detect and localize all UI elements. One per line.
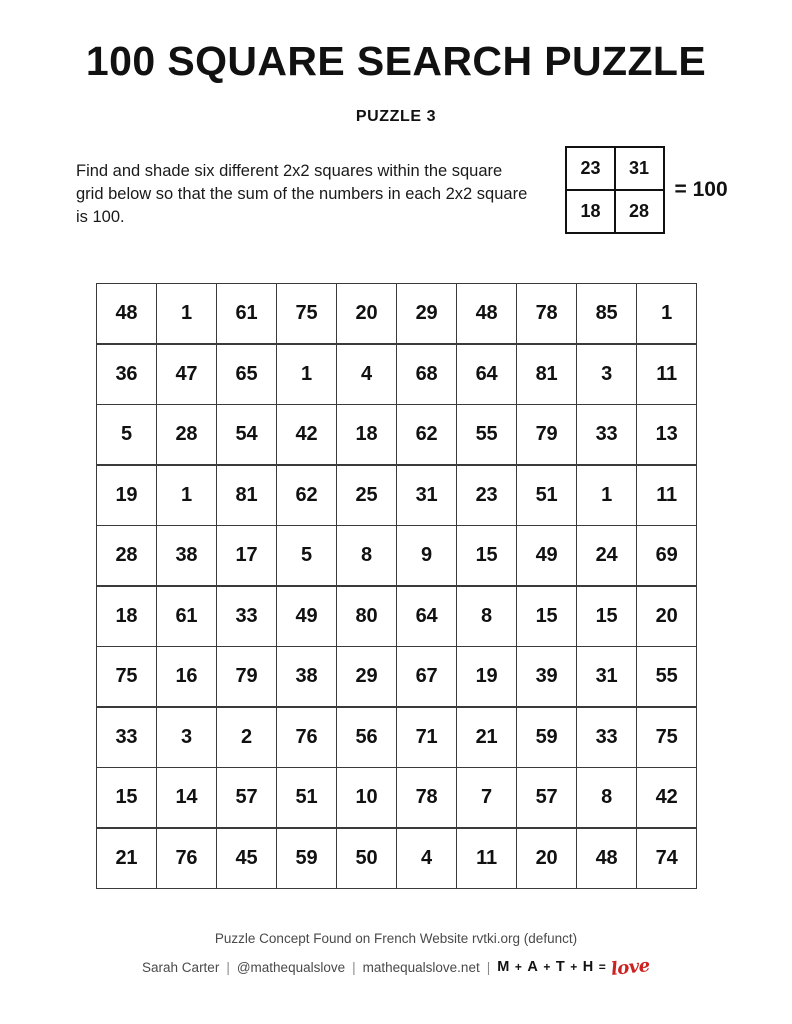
grid-cell[interactable]: 11 (637, 345, 696, 404)
footer-separator: | (486, 960, 491, 976)
grid-cell[interactable]: 75 (637, 708, 696, 767)
grid-cell[interactable]: 23 (457, 466, 516, 525)
grid-cell[interactable]: 75 (97, 647, 156, 706)
grid-cell[interactable]: 13 (637, 405, 696, 464)
logo-plus-icon: + (570, 960, 578, 975)
grid-cell[interactable]: 15 (517, 587, 576, 646)
grid-cell[interactable]: 57 (217, 768, 276, 827)
grid-cell[interactable]: 19 (97, 466, 156, 525)
logo-letter-a: A (527, 959, 539, 976)
logo-plus-icon: + (543, 960, 551, 975)
math-equals-love-logo (497, 954, 650, 983)
grid-cell[interactable]: 71 (397, 708, 456, 767)
grid-cell[interactable]: 76 (277, 708, 336, 767)
grid-cell[interactable]: 48 (97, 284, 156, 343)
grid-cell[interactable]: 29 (397, 284, 456, 343)
footer-separator: | (352, 960, 356, 976)
grid-cell[interactable]: 51 (517, 466, 576, 525)
grid-cell[interactable]: 31 (397, 466, 456, 525)
grid-cell[interactable]: 33 (97, 708, 156, 767)
grid-cell[interactable]: 1 (277, 345, 336, 404)
grid-cell[interactable]: 9 (397, 526, 456, 585)
grid-cell[interactable]: 81 (517, 345, 576, 404)
grid-cell[interactable]: 24 (577, 526, 636, 585)
footer-handle: @mathequalslove (236, 960, 346, 976)
example-cell: 23 (567, 148, 614, 189)
footer-attribution (0, 954, 792, 983)
grid-cell[interactable]: 57 (517, 768, 576, 827)
page-subtitle: PUZZLE 3 (355, 108, 437, 125)
grid-cell[interactable]: 18 (97, 587, 156, 646)
grid-cell[interactable]: 67 (397, 647, 456, 706)
grid-cell[interactable]: 69 (637, 526, 696, 585)
grid-cell[interactable]: 7 (457, 768, 516, 827)
grid-cell[interactable]: 51 (277, 768, 336, 827)
page-title: 100 SQUARE SEARCH PUZZLE (85, 38, 707, 84)
grid-cell[interactable]: 17 (217, 526, 276, 585)
logo-plus-icon: + (514, 960, 523, 975)
grid-cell[interactable]: 68 (397, 345, 456, 404)
grid-cell[interactable]: 5 (97, 405, 156, 464)
footer (0, 928, 792, 982)
puzzle-grid (96, 283, 697, 889)
grid-cell[interactable]: 11 (637, 466, 696, 525)
grid-cell[interactable]: 36 (97, 345, 156, 404)
grid-cell[interactable]: 11 (457, 829, 516, 888)
grid-cell[interactable]: 15 (457, 526, 516, 585)
grid-cell[interactable]: 49 (277, 587, 336, 646)
grid-cell[interactable]: 4 (397, 829, 456, 888)
grid-cell[interactable]: 16 (157, 647, 216, 706)
grid-cell[interactable]: 64 (457, 345, 516, 404)
grid-cell[interactable]: 10 (337, 768, 396, 827)
footer-separator: | (226, 960, 230, 976)
grid-cell[interactable]: 78 (517, 284, 576, 343)
example-grid (565, 146, 665, 234)
grid-cell[interactable]: 74 (637, 829, 696, 888)
logo-letter-m: M (497, 959, 510, 976)
example-cell: 28 (616, 191, 663, 232)
grid-cell[interactable]: 48 (457, 284, 516, 343)
grid-cell[interactable]: 79 (517, 405, 576, 464)
grid-cell[interactable]: 45 (217, 829, 276, 888)
grid-cell[interactable]: 15 (577, 587, 636, 646)
grid-cell[interactable]: 5 (277, 526, 336, 585)
logo-letter-t: T (555, 959, 566, 976)
puzzle-grid-container (96, 283, 697, 889)
grid-cell[interactable]: 79 (217, 647, 276, 706)
grid-cell[interactable]: 80 (337, 587, 396, 646)
grid-cell[interactable]: 25 (337, 466, 396, 525)
grid-cell[interactable]: 8 (457, 587, 516, 646)
grid-cell[interactable]: 54 (217, 405, 276, 464)
grid-cell[interactable]: 8 (577, 768, 636, 827)
grid-cell[interactable]: 28 (97, 526, 156, 585)
grid-cell[interactable]: 62 (397, 405, 456, 464)
grid-cell[interactable]: 42 (637, 768, 696, 827)
grid-cell[interactable]: 38 (157, 526, 216, 585)
grid-cell[interactable]: 59 (517, 708, 576, 767)
grid-cell[interactable]: 28 (157, 405, 216, 464)
grid-cell[interactable]: 61 (217, 284, 276, 343)
grid-cell[interactable]: 3 (157, 708, 216, 767)
logo-love-script: love (610, 954, 651, 980)
grid-cell[interactable]: 20 (637, 587, 696, 646)
grid-cell[interactable]: 20 (337, 284, 396, 343)
grid-cell[interactable]: 31 (577, 647, 636, 706)
grid-cell[interactable]: 4 (337, 345, 396, 404)
grid-cell[interactable]: 18 (337, 405, 396, 464)
grid-cell[interactable]: 1 (157, 466, 216, 525)
grid-cell[interactable]: 85 (577, 284, 636, 343)
grid-cell[interactable]: 1 (637, 284, 696, 343)
grid-cell[interactable]: 3 (577, 345, 636, 404)
grid-cell[interactable]: 33 (577, 708, 636, 767)
grid-cell[interactable]: 78 (397, 768, 456, 827)
grid-cell[interactable]: 15 (97, 768, 156, 827)
grid-cell[interactable]: 21 (457, 708, 516, 767)
instructions-text: Find and shade six different 2x2 squares within the square grid below so that the sum of the numbers in each 2x2 square is 100. (76, 162, 528, 226)
grid-cell[interactable]: 62 (277, 466, 336, 525)
grid-cell[interactable]: 59 (277, 829, 336, 888)
logo-equals-icon: = (598, 960, 607, 975)
grid-cell[interactable]: 39 (517, 647, 576, 706)
grid-cell[interactable]: 2 (217, 708, 276, 767)
grid-cell[interactable]: 8 (337, 526, 396, 585)
grid-cell[interactable]: 65 (217, 345, 276, 404)
logo-letter-h: H (582, 959, 594, 976)
grid-cell[interactable]: 1 (577, 466, 636, 525)
grid-cell[interactable]: 55 (637, 647, 696, 706)
grid-cell[interactable]: 49 (517, 526, 576, 585)
grid-cell[interactable]: 47 (157, 345, 216, 404)
example-cell: 31 (616, 148, 663, 189)
grid-cell[interactable]: 19 (457, 647, 516, 706)
example-sum-illustration (565, 146, 728, 234)
footer-credit: Puzzle Concept Found on French Website rvtki.org (defunct) (214, 931, 578, 946)
example-equals-label: = 100 (674, 177, 728, 201)
grid-cell[interactable]: 33 (217, 587, 276, 646)
example-cell: 18 (567, 191, 614, 232)
grid-cell[interactable]: 33 (577, 405, 636, 464)
grid-cell[interactable]: 29 (337, 647, 396, 706)
grid-cell[interactable]: 20 (517, 829, 576, 888)
grid-cell[interactable]: 38 (277, 647, 336, 706)
grid-cell[interactable]: 50 (337, 829, 396, 888)
grid-cell[interactable]: 55 (457, 405, 516, 464)
grid-cell[interactable]: 48 (577, 829, 636, 888)
footer-website[interactable]: mathequalslove.net (362, 960, 480, 976)
grid-cell[interactable]: 64 (397, 587, 456, 646)
grid-cell[interactable]: 75 (277, 284, 336, 343)
footer-author: Sarah Carter (142, 960, 220, 976)
grid-cell[interactable]: 42 (277, 405, 336, 464)
grid-cell[interactable]: 61 (157, 587, 216, 646)
grid-cell[interactable]: 14 (157, 768, 216, 827)
grid-cell[interactable]: 81 (217, 466, 276, 525)
grid-cell[interactable]: 56 (337, 708, 396, 767)
grid-cell[interactable]: 21 (97, 829, 156, 888)
grid-cell[interactable]: 76 (157, 829, 216, 888)
grid-cell[interactable]: 1 (157, 284, 216, 343)
